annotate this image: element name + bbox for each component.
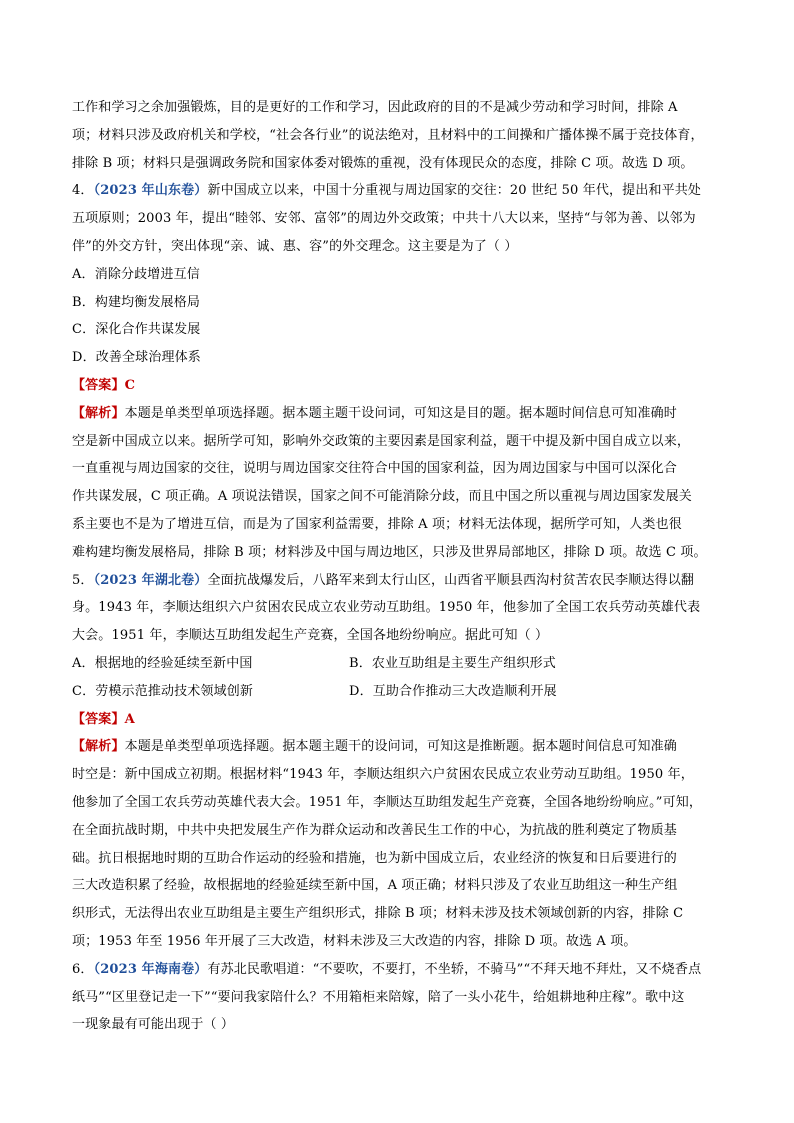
- question-source: （2023 年湖北卷）: [93, 572, 208, 588]
- question-6-stem: [72, 956, 732, 984]
- text-line: 他参加了全国工农兵劳动英雄代表大会。1951 年，李顺达互助组发起生产竞赛，全国各地纷纷响应。”可知，: [72, 794, 703, 810]
- option-c: C．深化合作共谋发展: [72, 322, 201, 338]
- options-row: [72, 678, 732, 706]
- text-line: 项；材料只涉及政府机关和学校，“社会各行业”的说法绝对，且材料中的工间操和广播体操不属于竞技体育，: [72, 127, 704, 143]
- option-d: D．改善全球治理体系: [72, 350, 201, 366]
- text-line: 身。1943 年，李顺达组织六户贫困农民成立农业劳动互助组。1950 年，他参加了全国工农兵劳动英雄代表: [72, 600, 701, 616]
- text-line: 大会。1951 年，李顺达互助组发起生产竞赛，全国各地纷纷响应。据此可知（ ）: [72, 628, 549, 644]
- text-line: 系主要也不是为了增进互信，而是为了国家利益需要，排除 A 项；材料无法体现，据所学可知，人类也很: [72, 516, 682, 532]
- text-line: 难构建均衡发展格局，排除 B 项；材料涉及中国与周边地区，只涉及世界局部地区，排除 D 项。故选 C 项。: [72, 544, 707, 560]
- text-line: 一直重视与周边国家的交往，说明与周边国家交往符合中国的国家利益，因为周边国家与中国可以深化合: [72, 461, 677, 477]
- option-a: A．根据地的经验延续至新中国: [72, 655, 253, 671]
- analysis-text: 本题是单类型单项选择题。据本题主题干设问词，可知这是目的题。据本题时间信息可知准确时: [124, 405, 677, 421]
- analysis-label: 【解析】: [72, 739, 125, 755]
- text-line: 伴”的外交方针，突出体现“亲、诚、惠、容”的外交理念。这主要是为了（ ）: [72, 238, 518, 254]
- option-a: A．消除分歧增进互信: [72, 266, 200, 282]
- text-line: 纸马”“区里登记走一下”“要问我家陪什么？不用箱柜来陪嫁，陪了一头小花牛，给姐耕地种庄稼”。歌中这: [72, 989, 685, 1005]
- stem-text: 全面抗战爆发后，八路军来到太行山区，山西省平顺县西沟村贫苦农民李顺达得以翻: [207, 572, 694, 588]
- answer-line: [72, 706, 732, 734]
- document-page: [72, 94, 732, 1039]
- answer-value: A: [124, 711, 135, 727]
- question-source: （2023 年山东卷）: [93, 183, 208, 199]
- question-number: 4．: [72, 183, 94, 199]
- text-line: 一现象最有可能出现于（ ）: [72, 1017, 235, 1033]
- text-line: 时空是：新中国成立初期。根据材料“1943 年，李顺达组织六户贫困农民成立农业劳动互助组。1950 年，: [72, 767, 694, 783]
- analysis-label: 【解析】: [72, 405, 125, 421]
- text-line: 在全面抗战时期，中共中央把发展生产作为群众运动和改善民生工作的中心，为抗战的胜利奠定了物质基: [72, 822, 677, 838]
- answer-label: 【答案】: [72, 377, 125, 393]
- analysis-line: [72, 400, 732, 428]
- text-line: 织形式，无法得出农业互助组是主要生产组织形式，排除 B 项；材料未涉及技术领域创新的内容，排除 C: [72, 906, 684, 922]
- question-5-stem: [72, 567, 732, 595]
- text-line: 作共谋发展，C 项正确。A 项说法错误，国家之间不可能消除分歧，而且中国之所以重视与周边国家发展关: [72, 489, 692, 505]
- analysis-text: 本题是单类型单项选择题。据本题主题干的设问词，可知这是推断题。据本题时间信息可知准确: [124, 739, 677, 755]
- answer-value: C: [124, 377, 136, 393]
- question-4-stem: [72, 177, 732, 205]
- option-d: D．互助合作推动三大改造顺利开展: [349, 683, 557, 699]
- answer-line: [72, 372, 732, 400]
- options-row: [72, 650, 732, 678]
- text-line: 础。抗日根据地时期的互助合作运动的经验和措施，也为新中国成立后，农业经济的恢复和日后要进行的: [72, 850, 677, 866]
- answer-label: 【答案】: [72, 711, 125, 727]
- option-b: B．农业互助组是主要生产组织形式: [349, 655, 556, 671]
- option-b: B．构建均衡发展格局: [72, 294, 201, 310]
- text-line: 三大改造积累了经验，故根据地的经验延续至新中国，A 项正确；材料只涉及了农业互助组这一种生产组: [72, 878, 678, 894]
- text-line: 工作和学习之余加强锻炼，目的是更好的工作和学习，因此政府的目的不是减少劳动和学习时间，排除 A: [72, 100, 678, 115]
- question-number: 6．: [72, 961, 94, 977]
- text-line: 五项原则；2003 年，提出“睦邻、安邻、富邻”的周边外交政策；中共十八大以来，坚持“与邻为善、以邻为: [72, 211, 696, 227]
- text-line: 空是新中国成立以来。据所学可知，影响外交政策的主要因素是国家利益，题干中提及新中国自成立以来，: [72, 433, 691, 449]
- text-line: 排除 B 项；材料只是强调政务院和国家体委对锻炼的重视，没有体现民众的态度，排除 C 项。故选 D 项。: [72, 155, 694, 171]
- analysis-line: [72, 733, 732, 761]
- stem-text: 有苏北民歌唱道：“不要吹，不要打，不坐轿，不骑马”“不拜天地不拜灶，又不烧香点: [207, 961, 702, 977]
- option-c: C．劳模示范推动技术领域创新: [72, 683, 254, 699]
- stem-text: 新中国成立以来，中国十分重视与周边国家的交往：20 世纪 50 年代，提出和平共处: [207, 183, 702, 199]
- question-source: （2023 年海南卷）: [93, 961, 208, 977]
- question-number: 5．: [72, 572, 94, 588]
- text-line: 项；1953 年至 1956 年开展了三大改造，材料未涉及三大改造的内容，排除 D 项。故选 A 项。: [72, 933, 637, 949]
